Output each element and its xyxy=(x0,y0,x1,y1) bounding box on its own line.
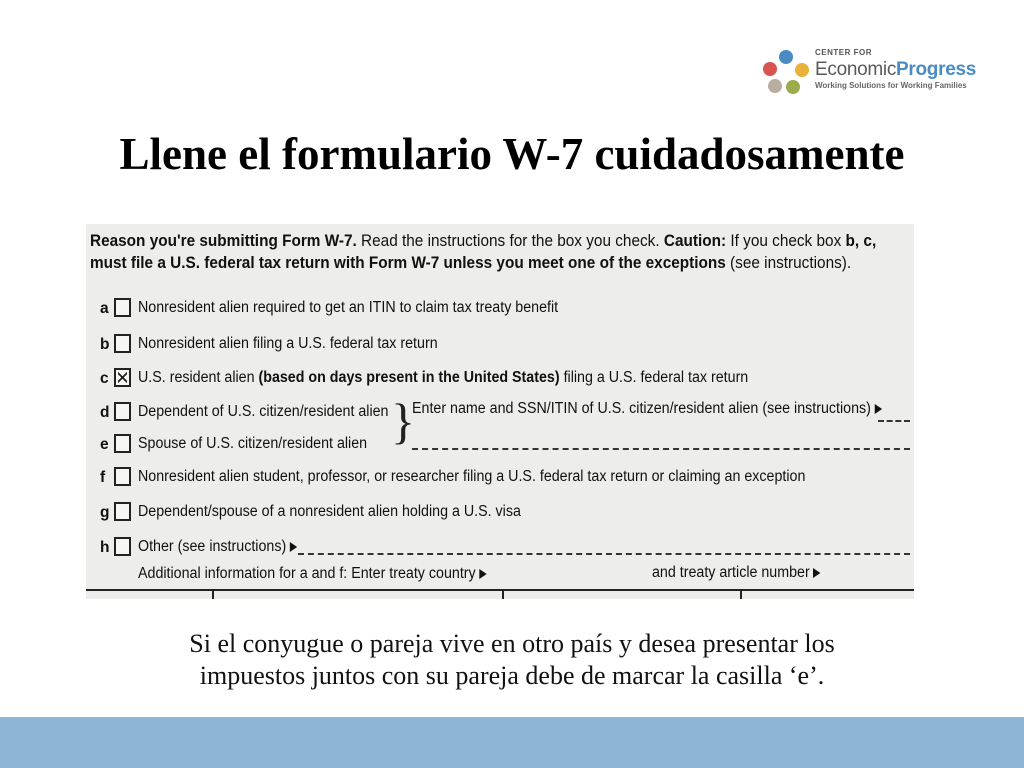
other-entry-line xyxy=(298,553,910,555)
option-checkbox-g xyxy=(114,502,131,521)
option-checkbox-h xyxy=(114,537,131,556)
option-label xyxy=(138,538,297,556)
option-letter: g xyxy=(100,504,110,521)
option-label xyxy=(138,369,748,387)
form-section-rule xyxy=(86,589,914,591)
arrow-right-icon xyxy=(479,569,486,579)
form-header-reason: Reason you're submitting Form W-7. xyxy=(90,232,357,250)
arrow-right-icon xyxy=(813,568,820,578)
option-letter: h xyxy=(100,539,110,556)
caption-line-1: Si el conyugue o pareja vive en otro país y desea presentar los xyxy=(189,629,835,658)
form-column-divider xyxy=(212,589,214,599)
option-label-bold: (based on days present in the United States) xyxy=(258,369,560,386)
option-letter: d xyxy=(100,404,110,421)
option-label: Nonresident alien student, professor, or researcher filing a U.S. federal tax return or claiming an exception xyxy=(138,468,806,485)
ssn-itin-note xyxy=(412,400,882,418)
ssn-entry-line-2 xyxy=(412,448,910,450)
ssn-note-text: Enter name and SSN/ITIN of U.S. citizen/resident alien (see instructions) xyxy=(412,400,871,417)
form-header-if-check: If you check box xyxy=(726,232,846,250)
option-letter: f xyxy=(100,469,106,486)
form-header xyxy=(90,230,876,274)
form-header-must-file: must file a U.S. federal tax return with Form W-7 unless you meet one of the exceptions xyxy=(90,254,726,272)
form-header-line-1 xyxy=(90,230,876,252)
option-checkbox-d xyxy=(114,402,131,421)
logo-name xyxy=(815,60,976,79)
brace-bracket: } xyxy=(391,393,415,449)
additional-info-text: Additional information for a and f: Enter treaty country xyxy=(138,565,476,582)
treaty-number-text: and treaty article number xyxy=(652,564,810,581)
form-header-line-2 xyxy=(90,252,876,274)
form-header-see-instructions: (see instructions). xyxy=(725,254,852,272)
option-label: Nonresident alien filing a U.S. federal tax return xyxy=(138,335,438,352)
option-label: Dependent/spouse of a nonresident alien holding a U.S. visa xyxy=(138,503,521,520)
form-column-divider xyxy=(502,589,504,599)
form-column-divider xyxy=(740,589,742,599)
footer-bar xyxy=(0,717,1024,768)
option-checkbox-e xyxy=(114,434,131,453)
logo-small-text: CENTER FOR xyxy=(815,48,872,57)
option-checkbox-c-checked xyxy=(114,368,131,387)
option-letter: e xyxy=(100,436,109,453)
arrow-right-icon xyxy=(875,404,882,414)
treaty-article-number-label xyxy=(652,564,821,582)
center-for-economic-progress-logo xyxy=(762,46,982,98)
option-label-pre: U.S. resident alien xyxy=(138,369,259,386)
option-checkbox-f xyxy=(114,467,131,486)
option-letter: b xyxy=(100,336,110,353)
slide-caption xyxy=(0,628,1024,692)
form-header-instructions: Read the instructions for the box you check. xyxy=(356,232,664,250)
option-label: Dependent of U.S. citizen/resident alien xyxy=(138,403,389,420)
form-header-boxes: b, c, xyxy=(845,232,877,250)
w7-form-excerpt-image xyxy=(86,224,914,599)
logo-name-regular: Economic xyxy=(815,59,897,80)
option-label: Spouse of U.S. citizen/resident alien xyxy=(138,435,368,452)
option-label: Nonresident alien required to get an ITIN to claim tax treaty benefit xyxy=(138,299,559,316)
additional-info-label xyxy=(138,565,487,583)
logo-name-bold: Progress xyxy=(896,59,977,80)
people-circle-logo-icon xyxy=(762,48,810,96)
form-header-caution: Caution: xyxy=(663,232,727,250)
option-checkbox-b xyxy=(114,334,131,353)
option-label-post: filing a U.S. federal tax return xyxy=(559,369,749,386)
option-letter: c xyxy=(100,370,109,387)
slide-title: Llene el formulario W-7 cuidadosamente xyxy=(119,129,905,179)
option-checkbox-a xyxy=(114,298,131,317)
arrow-right-icon xyxy=(290,542,297,552)
option-letter: a xyxy=(100,300,109,317)
option-label-text: Other (see instructions) xyxy=(138,538,287,555)
ssn-entry-line xyxy=(878,420,910,422)
caption-line-2: impuestos juntos con su pareja debe de marcar la casilla ‘e’. xyxy=(199,661,825,690)
logo-tagline: Working Solutions for Working Families xyxy=(815,81,967,90)
